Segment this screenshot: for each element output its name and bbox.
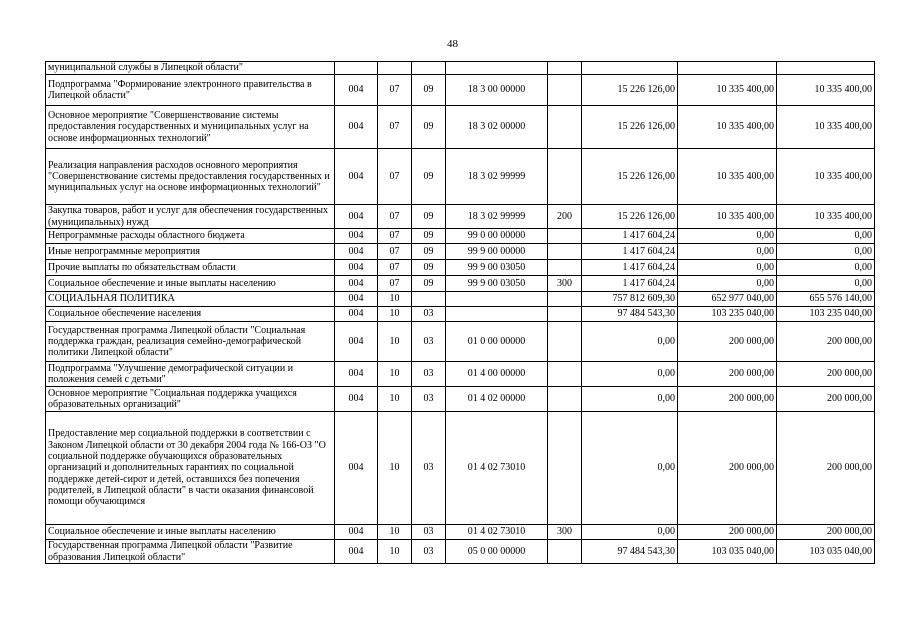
budget-table <box>45 61 875 564</box>
amount-year-3: 655 576 140,00 <box>777 292 875 307</box>
amount-year-3: 200 000,00 <box>777 412 875 525</box>
row-name: Основное мероприятие "Социальная поддержка учащихся образовательных организаций" <box>46 387 335 412</box>
subsection-code: 09 <box>412 229 446 244</box>
expense-type <box>548 106 582 149</box>
amount-year-2: 0,00 <box>678 244 777 260</box>
section-code <box>378 62 412 75</box>
table-row <box>46 244 875 260</box>
section-code: 07 <box>378 260 412 276</box>
amount-year-1: 15 226 126,00 <box>582 149 678 205</box>
amount-year-1: 757 812 609,30 <box>582 292 678 307</box>
amount-year-2: 103 035 040,00 <box>678 540 777 564</box>
expense-type <box>548 292 582 307</box>
section-code: 10 <box>378 362 412 387</box>
table-row <box>46 75 875 106</box>
admin-code: 004 <box>335 322 378 362</box>
target-article <box>446 292 548 307</box>
amount-year-3: 200 000,00 <box>777 387 875 412</box>
admin-code: 004 <box>335 540 378 564</box>
table-body <box>46 62 875 564</box>
expense-type <box>548 149 582 205</box>
subsection-code: 09 <box>412 276 446 292</box>
section-code: 07 <box>378 106 412 149</box>
target-article: 05 0 00 00000 <box>446 540 548 564</box>
amount-year-3: 10 335 400,00 <box>777 205 875 229</box>
amount-year-1: 1 417 604,24 <box>582 229 678 244</box>
section-code: 07 <box>378 276 412 292</box>
amount-year-2: 0,00 <box>678 260 777 276</box>
admin-code: 004 <box>335 106 378 149</box>
section-code: 10 <box>378 292 412 307</box>
subsection-code <box>412 62 446 75</box>
amount-year-3: 0,00 <box>777 276 875 292</box>
subsection-code: 09 <box>412 149 446 205</box>
amount-year-1: 15 226 126,00 <box>582 75 678 106</box>
amount-year-1: 97 484 543,30 <box>582 540 678 564</box>
target-article: 01 4 02 00000 <box>446 387 548 412</box>
expense-type <box>548 362 582 387</box>
amount-year-3: 0,00 <box>777 229 875 244</box>
admin-code: 004 <box>335 75 378 106</box>
subsection-code: 09 <box>412 205 446 229</box>
section-code: 10 <box>378 412 412 525</box>
table-row <box>46 525 875 540</box>
admin-code: 004 <box>335 149 378 205</box>
table-row <box>46 322 875 362</box>
target-article: 01 0 00 00000 <box>446 322 548 362</box>
target-article <box>446 62 548 75</box>
row-name: муниципальной службы в Липецкой области" <box>46 62 335 75</box>
amount-year-3 <box>777 62 875 75</box>
row-name: Предоставление мер социальной поддержки в соответствии с Законом Липецкой области от 30 декабря 2004 года № 166-ОЗ "О социальной поддержке обучающихся образовательных организаций и дополнительных гарантиях по социальной поддержке детей-сирот и детей, оставшихся без попечения родителей, в Липецкой области" в части оказания финансовой помощи обучающимся <box>46 412 335 525</box>
expense-type <box>548 75 582 106</box>
expense-type <box>548 260 582 276</box>
target-article <box>446 307 548 322</box>
subsection-code: 03 <box>412 322 446 362</box>
target-article: 01 4 02 73010 <box>446 525 548 540</box>
target-article: 18 3 02 00000 <box>446 106 548 149</box>
amount-year-1 <box>582 62 678 75</box>
amount-year-1: 0,00 <box>582 387 678 412</box>
amount-year-2: 200 000,00 <box>678 412 777 525</box>
expense-type <box>548 229 582 244</box>
table-row <box>46 412 875 525</box>
subsection-code: 03 <box>412 307 446 322</box>
admin-code: 004 <box>335 205 378 229</box>
section-code: 10 <box>378 322 412 362</box>
table-row <box>46 62 875 75</box>
amount-year-2: 200 000,00 <box>678 362 777 387</box>
subsection-code: 03 <box>412 540 446 564</box>
section-code: 10 <box>378 307 412 322</box>
subsection-code: 09 <box>412 260 446 276</box>
amount-year-3: 0,00 <box>777 260 875 276</box>
amount-year-1: 0,00 <box>582 322 678 362</box>
section-code: 07 <box>378 75 412 106</box>
row-name: Подпрограмма "Формирование электронного правительства в Липецкой области" <box>46 75 335 106</box>
amount-year-1: 0,00 <box>582 412 678 525</box>
row-name: Социальное обеспечение и иные выплаты населению <box>46 276 335 292</box>
subsection-code: 03 <box>412 525 446 540</box>
row-name: Непрограммные расходы областного бюджета <box>46 229 335 244</box>
subsection-code: 09 <box>412 244 446 260</box>
subsection-code: 03 <box>412 362 446 387</box>
expense-type <box>548 244 582 260</box>
row-name: Социальное обеспечение населения <box>46 307 335 322</box>
admin-code: 004 <box>335 276 378 292</box>
amount-year-1: 1 417 604,24 <box>582 260 678 276</box>
target-article: 99 0 00 00000 <box>446 229 548 244</box>
admin-code: 004 <box>335 362 378 387</box>
amount-year-2: 10 335 400,00 <box>678 149 777 205</box>
expense-type <box>548 307 582 322</box>
target-article: 18 3 02 99999 <box>446 205 548 229</box>
row-name: Основное мероприятие "Совершенствование системы предоставления государственных и муниципальных услуг на основе информационных технологий" <box>46 106 335 149</box>
amount-year-2: 10 335 400,00 <box>678 205 777 229</box>
target-article: 01 4 02 73010 <box>446 412 548 525</box>
amount-year-2: 103 235 040,00 <box>678 307 777 322</box>
section-code: 07 <box>378 205 412 229</box>
admin-code: 004 <box>335 244 378 260</box>
subsection-code <box>412 292 446 307</box>
section-code: 07 <box>378 229 412 244</box>
target-article: 99 9 00 00000 <box>446 244 548 260</box>
amount-year-3: 10 335 400,00 <box>777 75 875 106</box>
section-code: 07 <box>378 149 412 205</box>
amount-year-3: 200 000,00 <box>777 525 875 540</box>
amount-year-2: 10 335 400,00 <box>678 106 777 149</box>
amount-year-1: 97 484 543,30 <box>582 307 678 322</box>
subsection-code: 03 <box>412 387 446 412</box>
section-code: 10 <box>378 540 412 564</box>
target-article: 99 9 00 03050 <box>446 276 548 292</box>
subsection-code: 03 <box>412 412 446 525</box>
row-name: Прочие выплаты по обязательствам области <box>46 260 335 276</box>
amount-year-2: 200 000,00 <box>678 525 777 540</box>
admin-code: 004 <box>335 260 378 276</box>
amount-year-3: 103 035 040,00 <box>777 540 875 564</box>
amount-year-3: 103 235 040,00 <box>777 307 875 322</box>
admin-code: 004 <box>335 307 378 322</box>
subsection-code: 09 <box>412 106 446 149</box>
target-article: 18 3 00 00000 <box>446 75 548 106</box>
row-name: Государственная программа Липецкой области "Развитие образования Липецкой области" <box>46 540 335 564</box>
table-row <box>46 307 875 322</box>
page-number: 48 <box>447 38 458 50</box>
expense-type <box>548 412 582 525</box>
amount-year-2: 0,00 <box>678 229 777 244</box>
row-name: СОЦИАЛЬНАЯ ПОЛИТИКА <box>46 292 335 307</box>
amount-year-2: 200 000,00 <box>678 387 777 412</box>
target-article: 99 9 00 03050 <box>446 260 548 276</box>
row-name: Государственная программа Липецкой области "Социальная поддержка граждан, реализация семейно-демографической политики Липецкой области" <box>46 322 335 362</box>
row-name: Иные непрограммные мероприятия <box>46 244 335 260</box>
table-row <box>46 292 875 307</box>
table-row <box>46 387 875 412</box>
target-article: 01 4 00 00000 <box>446 362 548 387</box>
row-name: Закупка товаров, работ и услуг для обеспечения государственных (муниципальных) нужд <box>46 205 335 229</box>
subsection-code: 09 <box>412 75 446 106</box>
amount-year-3: 10 335 400,00 <box>777 106 875 149</box>
admin-code: 004 <box>335 229 378 244</box>
amount-year-1: 1 417 604,24 <box>582 244 678 260</box>
amount-year-1: 0,00 <box>582 525 678 540</box>
target-article: 18 3 02 99999 <box>446 149 548 205</box>
expense-type <box>548 62 582 75</box>
expense-type <box>548 540 582 564</box>
section-code: 10 <box>378 387 412 412</box>
admin-code: 004 <box>335 412 378 525</box>
amount-year-1: 1 417 604,24 <box>582 276 678 292</box>
amount-year-3: 200 000,00 <box>777 322 875 362</box>
amount-year-2: 652 977 040,00 <box>678 292 777 307</box>
section-code: 07 <box>378 244 412 260</box>
admin-code: 004 <box>335 292 378 307</box>
table-row <box>46 106 875 149</box>
expense-type <box>548 322 582 362</box>
table-row <box>46 149 875 205</box>
table-row <box>46 276 875 292</box>
amount-year-3: 0,00 <box>777 244 875 260</box>
admin-code: 004 <box>335 387 378 412</box>
row-name: Социальное обеспечение и иные выплаты населению <box>46 525 335 540</box>
table-row <box>46 362 875 387</box>
expense-type: 200 <box>548 205 582 229</box>
expense-type: 300 <box>548 525 582 540</box>
amount-year-1: 0,00 <box>582 362 678 387</box>
row-name: Реализация направления расходов основного мероприятия "Совершенствование системы предоставления государственных и муниципальных услуг на основе информационных технологий" <box>46 149 335 205</box>
expense-type: 300 <box>548 276 582 292</box>
table-row <box>46 205 875 229</box>
amount-year-3: 200 000,00 <box>777 362 875 387</box>
amount-year-2: 200 000,00 <box>678 322 777 362</box>
expense-type <box>548 387 582 412</box>
admin-code <box>335 62 378 75</box>
table-row <box>46 540 875 564</box>
amount-year-2: 10 335 400,00 <box>678 75 777 106</box>
amount-year-2 <box>678 62 777 75</box>
amount-year-3: 10 335 400,00 <box>777 149 875 205</box>
amount-year-1: 15 226 126,00 <box>582 106 678 149</box>
admin-code: 004 <box>335 525 378 540</box>
section-code: 10 <box>378 525 412 540</box>
row-name: Подпрограмма "Улучшение демографической ситуации и положения семей с детьми" <box>46 362 335 387</box>
table-row <box>46 229 875 244</box>
table-row <box>46 260 875 276</box>
amount-year-2: 0,00 <box>678 276 777 292</box>
amount-year-1: 15 226 126,00 <box>582 205 678 229</box>
